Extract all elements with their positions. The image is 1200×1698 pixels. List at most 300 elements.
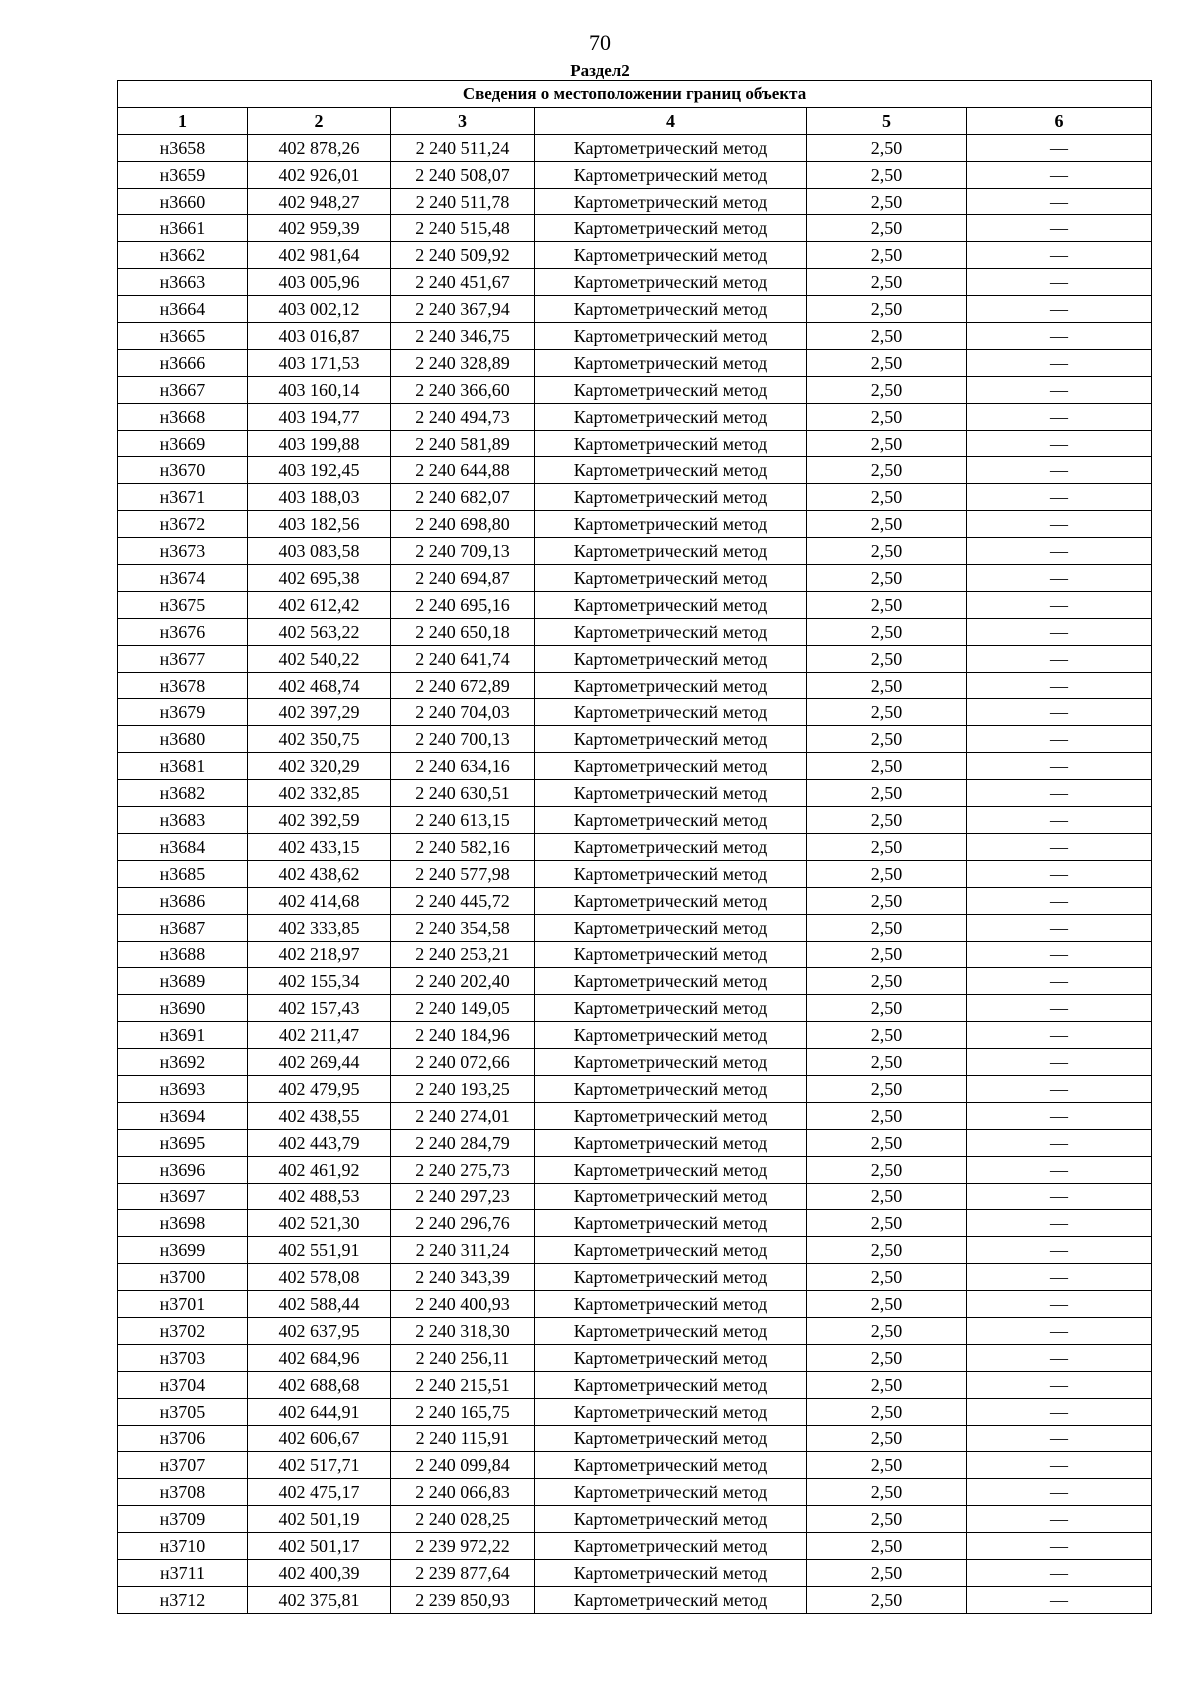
accuracy-cell: 2,50	[807, 645, 967, 672]
description-cell: —	[967, 349, 1152, 376]
y-coordinate-cell: 2 240 366,60	[391, 376, 535, 403]
x-coordinate-cell: 402 551,91	[248, 1237, 391, 1264]
x-coordinate-cell: 402 443,79	[248, 1129, 391, 1156]
description-cell: —	[967, 833, 1152, 860]
x-coordinate-cell: 403 182,56	[248, 511, 391, 538]
point-id-cell: н3671	[118, 484, 248, 511]
table-row	[118, 860, 1152, 887]
y-coordinate-cell: 2 240 215,51	[391, 1371, 535, 1398]
x-coordinate-cell: 402 644,91	[248, 1398, 391, 1425]
x-coordinate-cell: 403 083,58	[248, 538, 391, 565]
y-coordinate-cell: 2 240 297,23	[391, 1183, 535, 1210]
y-coordinate-cell: 2 240 509,92	[391, 242, 535, 269]
method-cell: Картометрический метод	[535, 591, 807, 618]
accuracy-cell: 2,50	[807, 349, 967, 376]
point-id-cell: н3680	[118, 726, 248, 753]
method-cell: Картометрический метод	[535, 349, 807, 376]
x-coordinate-cell: 402 959,39	[248, 215, 391, 242]
x-coordinate-cell: 402 981,64	[248, 242, 391, 269]
table-row	[118, 161, 1152, 188]
x-coordinate-cell: 402 612,42	[248, 591, 391, 618]
description-cell: —	[967, 403, 1152, 430]
y-coordinate-cell: 2 240 508,07	[391, 161, 535, 188]
x-coordinate-cell: 403 171,53	[248, 349, 391, 376]
table-row	[118, 807, 1152, 834]
table-row	[118, 887, 1152, 914]
y-coordinate-cell: 2 240 672,89	[391, 672, 535, 699]
column-header-2: 2	[248, 107, 391, 134]
method-cell: Картометрический метод	[535, 242, 807, 269]
x-coordinate-cell: 402 578,08	[248, 1264, 391, 1291]
table-row	[118, 349, 1152, 376]
accuracy-cell: 2,50	[807, 1425, 967, 1452]
table-row	[118, 833, 1152, 860]
point-id-cell: н3674	[118, 565, 248, 592]
table-row	[118, 1075, 1152, 1102]
accuracy-cell: 2,50	[807, 860, 967, 887]
table-row	[118, 430, 1152, 457]
accuracy-cell: 2,50	[807, 323, 967, 350]
y-coordinate-cell: 2 240 445,72	[391, 887, 535, 914]
y-coordinate-cell: 2 240 650,18	[391, 618, 535, 645]
description-cell: —	[967, 484, 1152, 511]
point-id-cell: н3706	[118, 1425, 248, 1452]
method-cell: Картометрический метод	[535, 1344, 807, 1371]
point-id-cell: н3685	[118, 860, 248, 887]
point-id-cell: н3707	[118, 1452, 248, 1479]
method-cell: Картометрический метод	[535, 161, 807, 188]
method-cell: Картометрический метод	[535, 860, 807, 887]
y-coordinate-cell: 2 240 698,80	[391, 511, 535, 538]
description-cell: —	[967, 618, 1152, 645]
y-coordinate-cell: 2 240 165,75	[391, 1398, 535, 1425]
accuracy-cell: 2,50	[807, 457, 967, 484]
x-coordinate-cell: 402 332,85	[248, 780, 391, 807]
x-coordinate-cell: 402 521,30	[248, 1210, 391, 1237]
description-cell: —	[967, 1183, 1152, 1210]
method-cell: Картометрический метод	[535, 269, 807, 296]
method-cell: Картометрический метод	[535, 1398, 807, 1425]
method-cell: Картометрический метод	[535, 215, 807, 242]
accuracy-cell: 2,50	[807, 269, 967, 296]
x-coordinate-cell: 403 194,77	[248, 403, 391, 430]
accuracy-cell: 2,50	[807, 618, 967, 645]
method-cell: Картометрический метод	[535, 726, 807, 753]
method-cell: Картометрический метод	[535, 1075, 807, 1102]
point-id-cell: н3691	[118, 1022, 248, 1049]
accuracy-cell: 2,50	[807, 1264, 967, 1291]
y-coordinate-cell: 2 240 634,16	[391, 753, 535, 780]
accuracy-cell: 2,50	[807, 161, 967, 188]
point-id-cell: н3710	[118, 1533, 248, 1560]
x-coordinate-cell: 403 160,14	[248, 376, 391, 403]
method-cell: Картометрический метод	[535, 914, 807, 941]
table-row	[118, 323, 1152, 350]
table-row	[118, 403, 1152, 430]
accuracy-cell: 2,50	[807, 565, 967, 592]
table-row	[118, 565, 1152, 592]
method-cell: Картометрический метод	[535, 1102, 807, 1129]
accuracy-cell: 2,50	[807, 1210, 967, 1237]
table-row	[118, 941, 1152, 968]
table-row	[118, 1452, 1152, 1479]
accuracy-cell: 2,50	[807, 1371, 967, 1398]
table-row	[118, 1317, 1152, 1344]
description-cell: —	[967, 215, 1152, 242]
y-coordinate-cell: 2 240 343,39	[391, 1264, 535, 1291]
method-cell: Картометрический метод	[535, 1452, 807, 1479]
method-cell: Картометрический метод	[535, 511, 807, 538]
accuracy-cell: 2,50	[807, 1398, 967, 1425]
column-header-5: 5	[807, 107, 967, 134]
table-row	[118, 1129, 1152, 1156]
method-cell: Картометрический метод	[535, 484, 807, 511]
description-cell: —	[967, 188, 1152, 215]
accuracy-cell: 2,50	[807, 1129, 967, 1156]
description-cell: —	[967, 968, 1152, 995]
x-coordinate-cell: 402 400,39	[248, 1559, 391, 1586]
method-cell: Картометрический метод	[535, 376, 807, 403]
table-row	[118, 215, 1152, 242]
description-cell: —	[967, 511, 1152, 538]
table-row	[118, 1022, 1152, 1049]
method-cell: Картометрический метод	[535, 1371, 807, 1398]
x-coordinate-cell: 402 563,22	[248, 618, 391, 645]
accuracy-cell: 2,50	[807, 1049, 967, 1076]
point-id-cell: н3682	[118, 780, 248, 807]
y-coordinate-cell: 2 240 028,25	[391, 1506, 535, 1533]
table-row	[118, 1559, 1152, 1586]
table-row	[118, 1586, 1152, 1613]
y-coordinate-cell: 2 240 311,24	[391, 1237, 535, 1264]
method-cell: Картометрический метод	[535, 323, 807, 350]
x-coordinate-cell: 402 479,95	[248, 1075, 391, 1102]
point-id-cell: н3708	[118, 1479, 248, 1506]
x-coordinate-cell: 402 517,71	[248, 1452, 391, 1479]
description-cell: —	[967, 1129, 1152, 1156]
description-cell: —	[967, 161, 1152, 188]
y-coordinate-cell: 2 240 682,07	[391, 484, 535, 511]
x-coordinate-cell: 402 218,97	[248, 941, 391, 968]
description-cell: —	[967, 941, 1152, 968]
table-row	[118, 1398, 1152, 1425]
x-coordinate-cell: 402 269,44	[248, 1049, 391, 1076]
description-cell: —	[967, 134, 1152, 161]
table-row	[118, 995, 1152, 1022]
description-cell: —	[967, 1371, 1152, 1398]
x-coordinate-cell: 402 688,68	[248, 1371, 391, 1398]
accuracy-cell: 2,50	[807, 430, 967, 457]
method-cell: Картометрический метод	[535, 1156, 807, 1183]
method-cell: Картометрический метод	[535, 887, 807, 914]
description-cell: —	[967, 457, 1152, 484]
x-coordinate-cell: 402 157,43	[248, 995, 391, 1022]
description-cell: —	[967, 1022, 1152, 1049]
y-coordinate-cell: 2 240 581,89	[391, 430, 535, 457]
method-cell: Картометрический метод	[535, 1425, 807, 1452]
table-row	[118, 511, 1152, 538]
point-id-cell: н3677	[118, 645, 248, 672]
accuracy-cell: 2,50	[807, 887, 967, 914]
point-id-cell: н3686	[118, 887, 248, 914]
method-cell: Картометрический метод	[535, 457, 807, 484]
x-coordinate-cell: 402 333,85	[248, 914, 391, 941]
method-cell: Картометрический метод	[535, 538, 807, 565]
x-coordinate-cell: 402 320,29	[248, 753, 391, 780]
x-coordinate-cell: 402 606,67	[248, 1425, 391, 1452]
section-title: Раздел2	[570, 61, 630, 80]
description-cell: —	[967, 780, 1152, 807]
accuracy-cell: 2,50	[807, 833, 967, 860]
description-cell: —	[967, 1317, 1152, 1344]
point-id-cell: н3705	[118, 1398, 248, 1425]
y-coordinate-cell: 2 240 694,87	[391, 565, 535, 592]
description-cell: —	[967, 860, 1152, 887]
column-header-6: 6	[967, 107, 1152, 134]
description-cell: —	[967, 1237, 1152, 1264]
accuracy-cell: 2,50	[807, 296, 967, 323]
y-coordinate-cell: 2 240 072,66	[391, 1049, 535, 1076]
accuracy-cell: 2,50	[807, 134, 967, 161]
point-id-cell: н3666	[118, 349, 248, 376]
point-id-cell: н3699	[118, 1237, 248, 1264]
accuracy-cell: 2,50	[807, 807, 967, 834]
description-cell: —	[967, 430, 1152, 457]
table-row	[118, 1264, 1152, 1291]
method-cell: Картометрический метод	[535, 645, 807, 672]
column-header-1: 1	[118, 107, 248, 134]
y-coordinate-cell: 2 240 613,15	[391, 807, 535, 834]
table-row	[118, 726, 1152, 753]
method-cell: Картометрический метод	[535, 1129, 807, 1156]
y-coordinate-cell: 2 240 367,94	[391, 296, 535, 323]
method-cell: Картометрический метод	[535, 188, 807, 215]
point-id-cell: н3683	[118, 807, 248, 834]
x-coordinate-cell: 402 475,17	[248, 1479, 391, 1506]
point-id-cell: н3696	[118, 1156, 248, 1183]
point-id-cell: н3698	[118, 1210, 248, 1237]
table-row	[118, 457, 1152, 484]
point-id-cell: н3681	[118, 753, 248, 780]
point-id-cell: н3679	[118, 699, 248, 726]
accuracy-cell: 2,50	[807, 484, 967, 511]
x-coordinate-cell: 402 211,47	[248, 1022, 391, 1049]
table-caption: Сведения о местоположении границ объекта	[118, 81, 1152, 108]
point-id-cell: н3663	[118, 269, 248, 296]
y-coordinate-cell: 2 240 296,76	[391, 1210, 535, 1237]
point-id-cell: н3675	[118, 591, 248, 618]
table-row	[118, 1210, 1152, 1237]
method-cell: Картометрический метод	[535, 618, 807, 645]
description-cell: —	[967, 1479, 1152, 1506]
accuracy-cell: 2,50	[807, 1291, 967, 1318]
accuracy-cell: 2,50	[807, 672, 967, 699]
description-cell: —	[967, 269, 1152, 296]
table-row	[118, 1291, 1152, 1318]
table-row	[118, 1425, 1152, 1452]
description-cell: —	[967, 914, 1152, 941]
accuracy-cell: 2,50	[807, 376, 967, 403]
x-coordinate-cell: 403 188,03	[248, 484, 391, 511]
point-id-cell: н3672	[118, 511, 248, 538]
description-cell: —	[967, 699, 1152, 726]
description-cell: —	[967, 1075, 1152, 1102]
table-row	[118, 134, 1152, 161]
description-cell: —	[967, 1506, 1152, 1533]
point-id-cell: н3694	[118, 1102, 248, 1129]
x-coordinate-cell: 402 375,81	[248, 1586, 391, 1613]
point-id-cell: н3701	[118, 1291, 248, 1318]
point-id-cell: н3669	[118, 430, 248, 457]
table-row	[118, 780, 1152, 807]
accuracy-cell: 2,50	[807, 1452, 967, 1479]
accuracy-cell: 2,50	[807, 995, 967, 1022]
x-coordinate-cell: 403 016,87	[248, 323, 391, 350]
table-row	[118, 1533, 1152, 1560]
description-cell: —	[967, 1425, 1152, 1452]
x-coordinate-cell: 402 433,15	[248, 833, 391, 860]
description-cell: —	[967, 1210, 1152, 1237]
point-id-cell: н3659	[118, 161, 248, 188]
description-cell: —	[967, 591, 1152, 618]
boundary-coordinates-table	[117, 80, 1152, 1614]
point-id-cell: н3670	[118, 457, 248, 484]
method-cell: Картометрический метод	[535, 1586, 807, 1613]
y-coordinate-cell: 2 240 284,79	[391, 1129, 535, 1156]
y-coordinate-cell: 2 240 346,75	[391, 323, 535, 350]
method-cell: Картометрический метод	[535, 807, 807, 834]
table-row	[118, 1156, 1152, 1183]
description-cell: —	[967, 323, 1152, 350]
method-cell: Картометрический метод	[535, 403, 807, 430]
column-header-4: 4	[535, 107, 807, 134]
y-coordinate-cell: 2 240 709,13	[391, 538, 535, 565]
y-coordinate-cell: 2 240 328,89	[391, 349, 535, 376]
method-cell: Картометрический метод	[535, 1210, 807, 1237]
page-number: 70	[589, 30, 611, 55]
point-id-cell: н3667	[118, 376, 248, 403]
accuracy-cell: 2,50	[807, 968, 967, 995]
x-coordinate-cell: 402 155,34	[248, 968, 391, 995]
method-cell: Картометрический метод	[535, 1317, 807, 1344]
description-cell: —	[967, 753, 1152, 780]
table-row	[118, 1506, 1152, 1533]
accuracy-cell: 2,50	[807, 538, 967, 565]
method-cell: Картометрический метод	[535, 430, 807, 457]
description-cell: —	[967, 1344, 1152, 1371]
x-coordinate-cell: 402 878,26	[248, 134, 391, 161]
y-coordinate-cell: 2 240 066,83	[391, 1479, 535, 1506]
x-coordinate-cell: 402 350,75	[248, 726, 391, 753]
accuracy-cell: 2,50	[807, 780, 967, 807]
x-coordinate-cell: 402 438,62	[248, 860, 391, 887]
x-coordinate-cell: 402 488,53	[248, 1183, 391, 1210]
y-coordinate-cell: 2 240 274,01	[391, 1102, 535, 1129]
x-coordinate-cell: 402 501,17	[248, 1533, 391, 1560]
method-cell: Картометрический метод	[535, 1291, 807, 1318]
y-coordinate-cell: 2 240 253,21	[391, 941, 535, 968]
x-coordinate-cell: 402 414,68	[248, 887, 391, 914]
accuracy-cell: 2,50	[807, 1533, 967, 1560]
accuracy-cell: 2,50	[807, 1559, 967, 1586]
accuracy-cell: 2,50	[807, 1075, 967, 1102]
description-cell: —	[967, 1533, 1152, 1560]
point-id-cell: н3664	[118, 296, 248, 323]
accuracy-cell: 2,50	[807, 1506, 967, 1533]
description-cell: —	[967, 726, 1152, 753]
description-cell: —	[967, 1156, 1152, 1183]
accuracy-cell: 2,50	[807, 242, 967, 269]
y-coordinate-cell: 2 240 511,78	[391, 188, 535, 215]
x-coordinate-cell: 402 397,29	[248, 699, 391, 726]
method-cell: Картометрический метод	[535, 1237, 807, 1264]
y-coordinate-cell: 2 240 695,16	[391, 591, 535, 618]
point-id-cell: н3668	[118, 403, 248, 430]
point-id-cell: н3711	[118, 1559, 248, 1586]
point-id-cell: н3700	[118, 1264, 248, 1291]
x-coordinate-cell: 402 468,74	[248, 672, 391, 699]
table-row	[118, 699, 1152, 726]
point-id-cell: н3703	[118, 1344, 248, 1371]
method-cell: Картометрический метод	[535, 833, 807, 860]
method-cell: Картометрический метод	[535, 753, 807, 780]
accuracy-cell: 2,50	[807, 1237, 967, 1264]
description-cell: —	[967, 1559, 1152, 1586]
method-cell: Картометрический метод	[535, 134, 807, 161]
point-id-cell: н3684	[118, 833, 248, 860]
x-coordinate-cell: 402 948,27	[248, 188, 391, 215]
table-row	[118, 672, 1152, 699]
method-cell: Картометрический метод	[535, 1533, 807, 1560]
y-coordinate-cell: 2 239 972,22	[391, 1533, 535, 1560]
method-cell: Картометрический метод	[535, 565, 807, 592]
point-id-cell: н3660	[118, 188, 248, 215]
method-cell: Картометрический метод	[535, 1183, 807, 1210]
x-coordinate-cell: 403 192,45	[248, 457, 391, 484]
accuracy-cell: 2,50	[807, 726, 967, 753]
description-cell: —	[967, 538, 1152, 565]
point-id-cell: н3688	[118, 941, 248, 968]
description-cell: —	[967, 1102, 1152, 1129]
point-id-cell: н3693	[118, 1075, 248, 1102]
point-id-cell: н3702	[118, 1317, 248, 1344]
method-cell: Картометрический метод	[535, 1049, 807, 1076]
y-coordinate-cell: 2 240 494,73	[391, 403, 535, 430]
x-coordinate-cell: 402 501,19	[248, 1506, 391, 1533]
x-coordinate-cell: 403 199,88	[248, 430, 391, 457]
method-cell: Картометрический метод	[535, 780, 807, 807]
y-coordinate-cell: 2 240 099,84	[391, 1452, 535, 1479]
table-row	[118, 269, 1152, 296]
y-coordinate-cell: 2 240 641,74	[391, 645, 535, 672]
accuracy-cell: 2,50	[807, 1586, 967, 1613]
description-cell: —	[967, 995, 1152, 1022]
description-cell: —	[967, 296, 1152, 323]
y-coordinate-cell: 2 240 318,30	[391, 1317, 535, 1344]
point-id-cell: н3692	[118, 1049, 248, 1076]
method-cell: Картометрический метод	[535, 296, 807, 323]
accuracy-cell: 2,50	[807, 188, 967, 215]
point-id-cell: н3662	[118, 242, 248, 269]
point-id-cell: н3678	[118, 672, 248, 699]
y-coordinate-cell: 2 240 515,48	[391, 215, 535, 242]
method-cell: Картометрический метод	[535, 995, 807, 1022]
table-row	[118, 591, 1152, 618]
table-row	[118, 296, 1152, 323]
x-coordinate-cell: 402 438,55	[248, 1102, 391, 1129]
x-coordinate-cell: 402 926,01	[248, 161, 391, 188]
method-cell: Картометрический метод	[535, 1479, 807, 1506]
